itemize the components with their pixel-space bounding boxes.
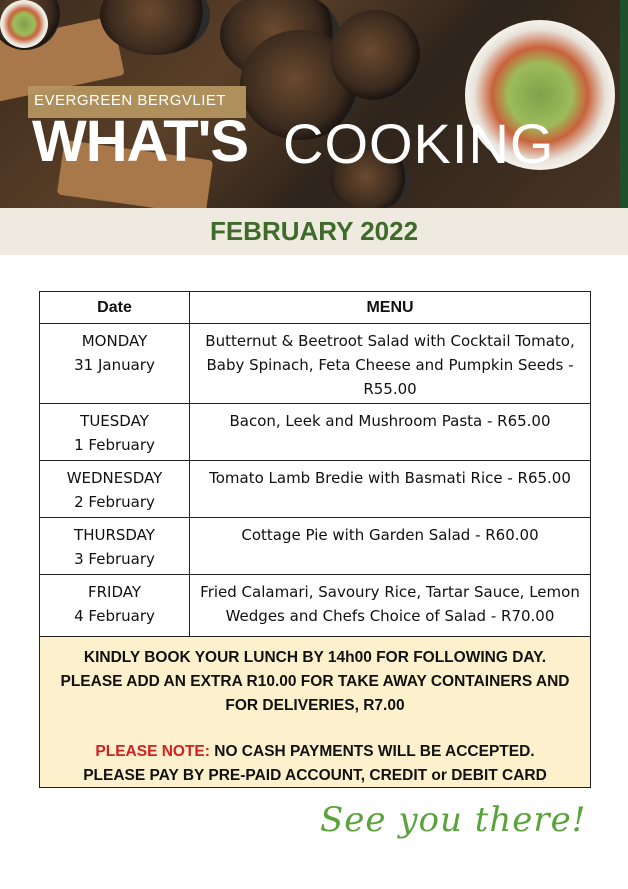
table-row xyxy=(40,404,591,461)
table-row xyxy=(40,575,591,637)
note-text: NO CASH PAYMENTS WILL BE ACCEPTED. xyxy=(209,743,535,760)
booking-deadline: KINDLY BOOK YOUR LUNCH BY 14h00 FOR FOLLOWING DAY. xyxy=(83,649,547,666)
date-cell xyxy=(40,575,190,637)
menu-cell: Fried Calamari, Savoury Rice, Tartar Sauce, Lemon Wedges and Chefs Choice of Salad - R70.00 xyxy=(190,575,591,637)
delivery-fee: FOR DELIVERIES, R7.00 xyxy=(225,697,405,714)
day-name: MONDAY xyxy=(81,332,148,350)
day-name: WEDNESDAY xyxy=(66,469,163,487)
day-date: 1 February xyxy=(74,436,155,454)
edge-bar xyxy=(620,0,628,208)
brand-name: EVERGREEN BERGVLIET xyxy=(34,92,227,109)
date-column-header: Date xyxy=(40,292,190,324)
table-row xyxy=(40,324,591,404)
signoff-text: See you there! xyxy=(320,800,587,840)
day-name: FRIDAY xyxy=(87,583,142,601)
title-whats: WHAT'S xyxy=(32,109,249,174)
date-cell xyxy=(40,518,190,575)
day-date: 3 February xyxy=(74,550,155,568)
day-date: 2 February xyxy=(74,493,155,511)
date-cell xyxy=(40,324,190,404)
table-header-row xyxy=(40,292,591,324)
date-cell xyxy=(40,404,190,461)
day-name: TUESDAY xyxy=(80,412,149,430)
day-date: 31 January xyxy=(74,356,155,374)
month-strip xyxy=(0,208,628,255)
table-row xyxy=(40,518,591,575)
booking-notice xyxy=(39,637,591,788)
menu-cell: Tomato Lamb Bredie with Basmati Rice - R65.00 xyxy=(190,461,591,518)
menu-cell: Butternut & Beetroot Salad with Cocktail Tomato, Baby Spinach, Feta Cheese and Pumpkin Seeds - R55.00 xyxy=(190,324,591,404)
date-cell xyxy=(40,461,190,518)
menu-table xyxy=(39,291,591,637)
food-photo-dish xyxy=(330,10,420,100)
food-photo-salad xyxy=(0,0,48,48)
title-cooking: COOKING xyxy=(283,112,555,175)
day-name: THURSDAY xyxy=(74,526,155,544)
menu-cell: Bacon, Leek and Mushroom Pasta - R65.00 xyxy=(190,404,591,461)
takeaway-fee: PLEASE ADD AN EXTRA R10.00 FOR TAKE AWAY CONTAINERS AND xyxy=(60,673,570,690)
payment-methods: PLEASE PAY BY PRE-PAID ACCOUNT, CREDIT or DEBIT CARD xyxy=(83,767,547,784)
note-label: PLEASE NOTE: xyxy=(95,743,210,760)
header-banner xyxy=(0,0,628,208)
menu-column-header: MENU xyxy=(190,292,591,324)
day-date: 4 February xyxy=(74,607,155,625)
month-heading: FEBRUARY 2022 xyxy=(209,216,419,246)
table-row xyxy=(40,461,591,518)
payment-note xyxy=(40,740,590,764)
menu-cell: Cottage Pie with Garden Salad - R60.00 xyxy=(190,518,591,575)
